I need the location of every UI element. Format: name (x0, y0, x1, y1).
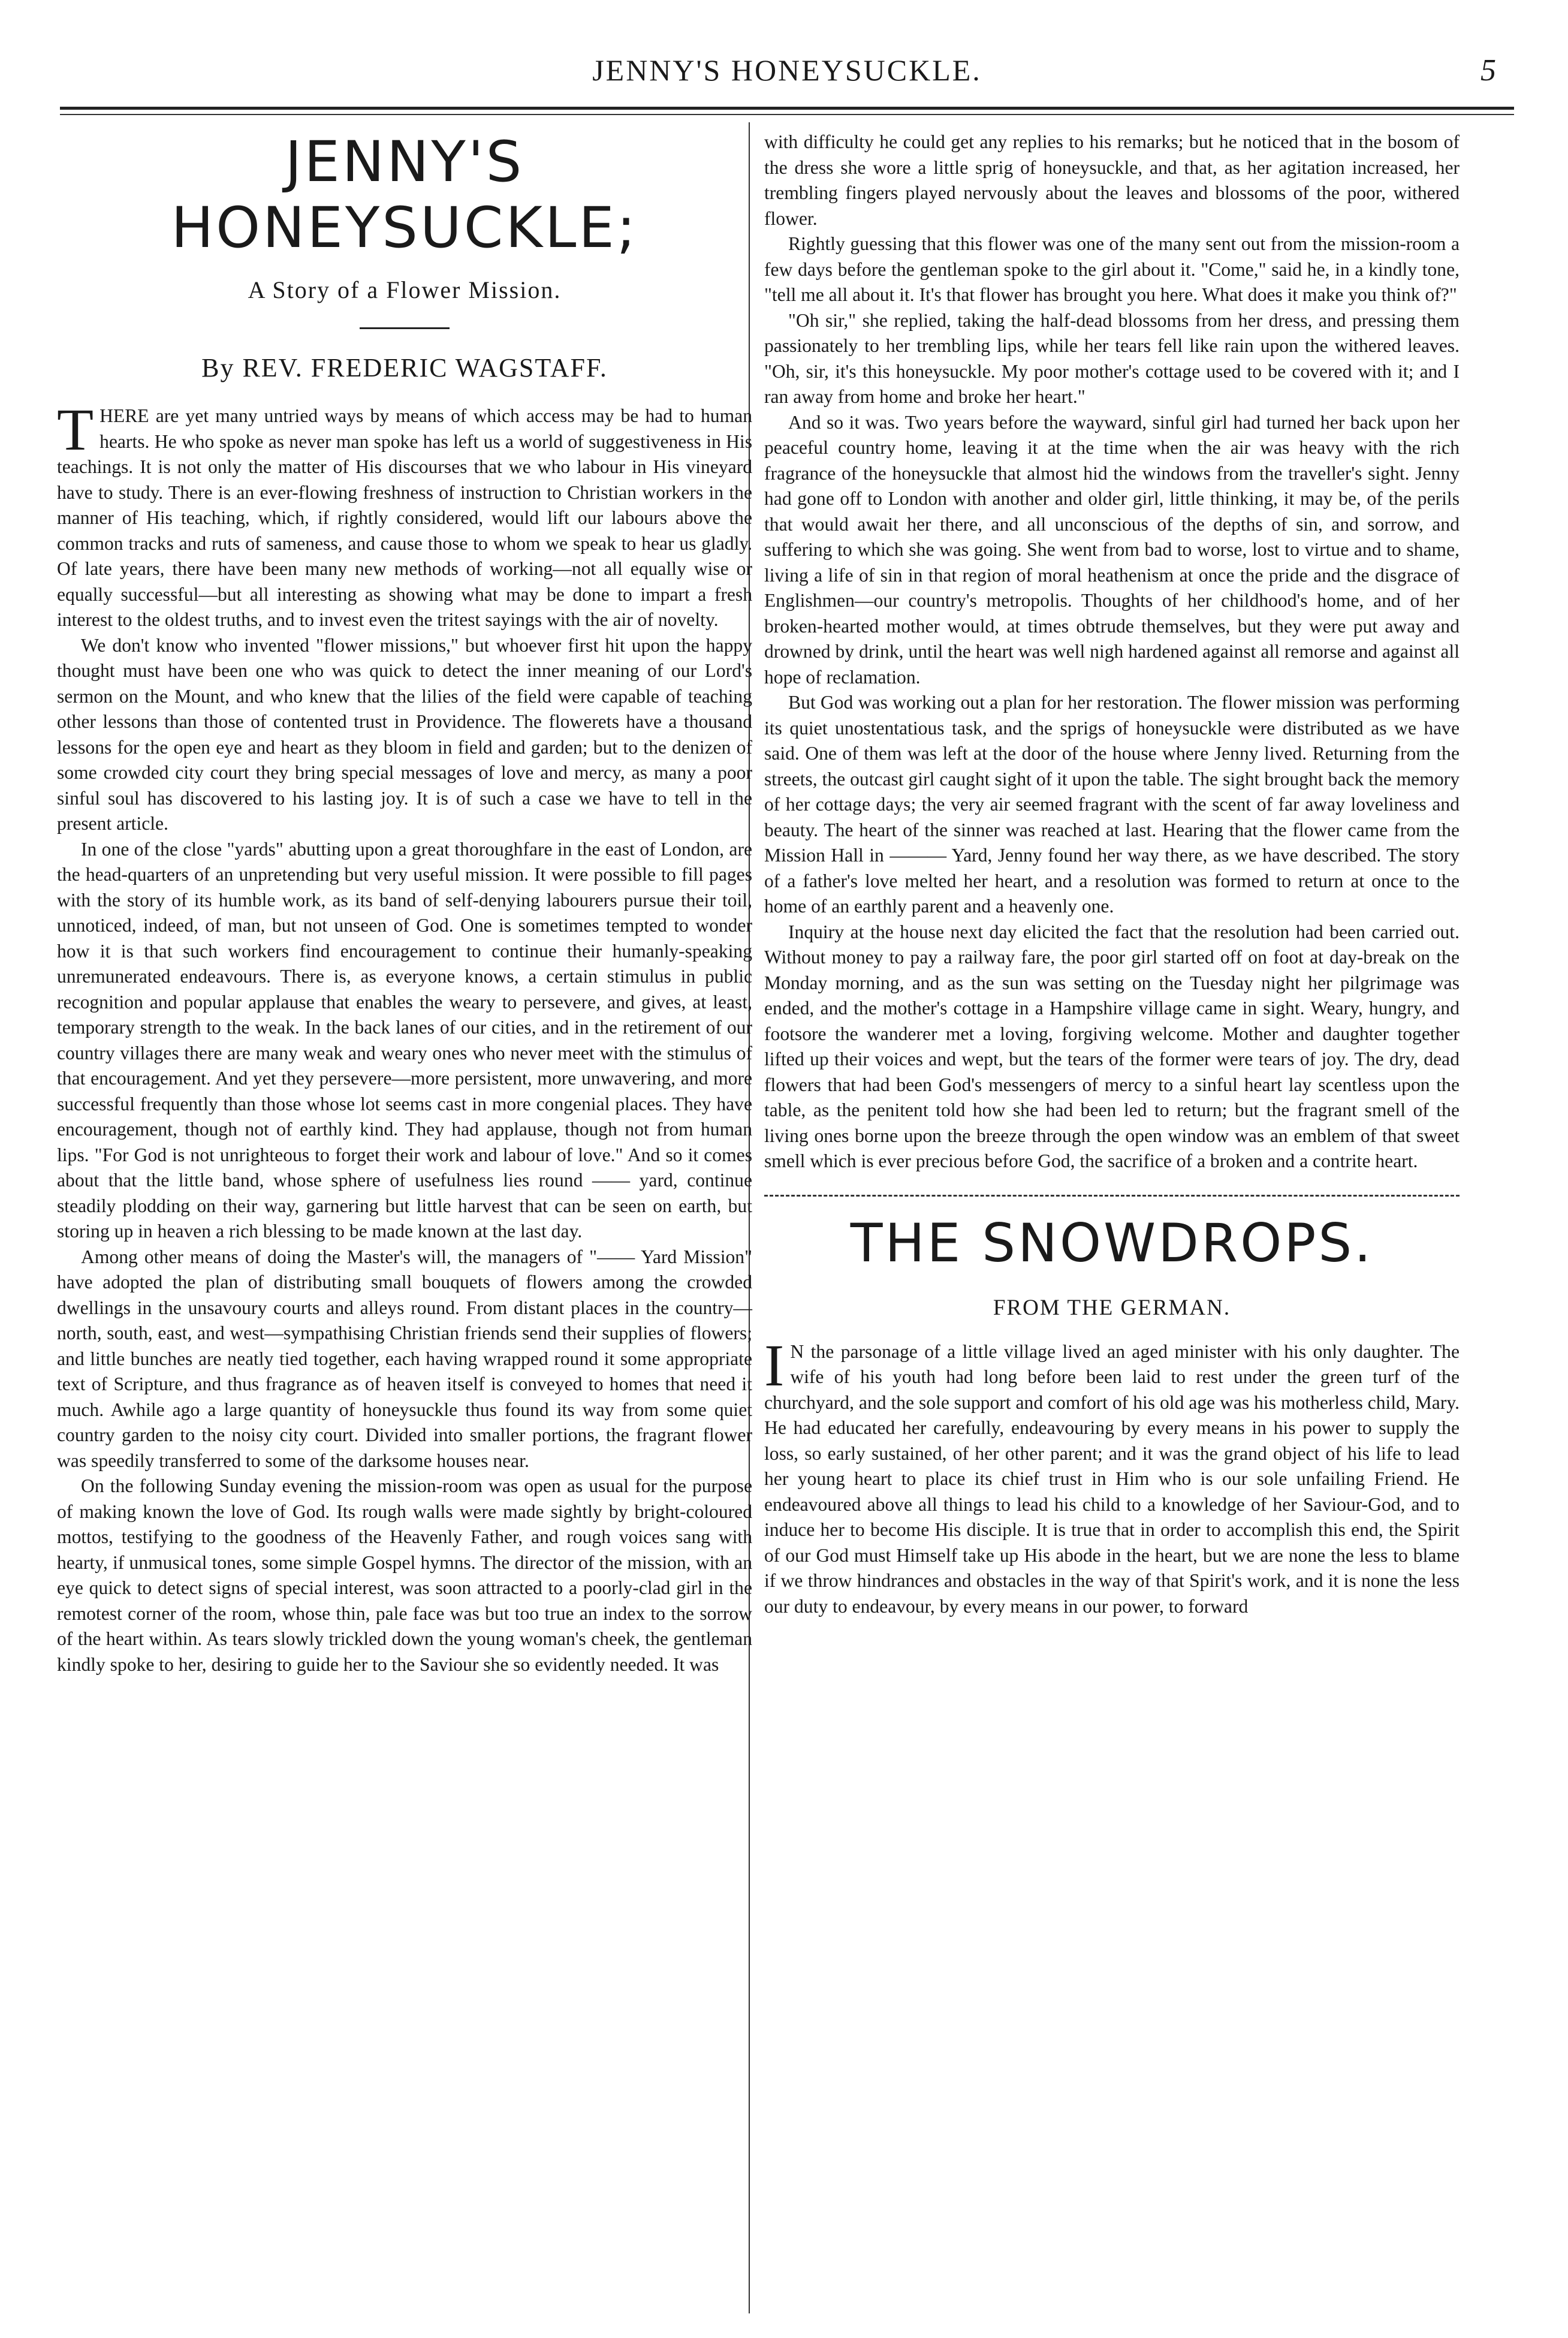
paragraph-6: with difficulty he could get any replies to his remarks; but he noticed that in the bosom of the dress she wore a little sprig of honeysuckle, and that, as her agitation increased, her trembling fingers played nervously about the leaves and blossoms of the poor, withered flower. (764, 131, 1460, 229)
header-rule-thin (60, 114, 1514, 115)
header-rule-thick (60, 107, 1514, 110)
second-article-subtitle: FROM THE GERMAN. (993, 1295, 1231, 1320)
paragraph-2: We don't know who invented "flower missions," but whoever first hit upon the happy thought must have been one who was quick to detect the inner meaning of our Lord's sermon on the Mount, and who knew that the lilies of the field were capable of teaching other lessons than those of contented trust in Providence. The flowerets have a thousand lessons for the open eye and heart as they bloom in field and garden; but to the denizen of some crowded city court they bring special messages of love and mercy, as many a poor sinful soul has discovered to his lasting joy. It is of such a case we have to tell in the present article. (57, 634, 752, 834)
paragraph-1 (57, 396, 752, 633)
paragraph-3: In one of the close "yards" abutting upon a great thoroughfare in the east of London, are the head-quarters of an unpretending but very useful mission. It were possible to fill pages with the story of its humble work, as its band of self-denying labourers pursue their toil, unnoticed, indeed, of man, but not unseen of God. One is sometimes tempted to wonder how it is that such workers find encouragement to continue their humanly-speaking unremunerated endeavours. There is, as everyone knows, a certain stimulus in public recognition and popular applause that enables the weary to persevere, and gives, at least, temporary strength to the weak. In the back lanes of our cities, and in the retirement of our country villages there are many weak and weary ones who never meet with the stimulus of that encouragement. And yet they persevere—more persistent, more unwavering, and more successful frequently than those whose lot seems cast in more congenial places. They have encouragement, though not of earthly kind. They had applause, though not from human lips. "For God is not unrighteous to forget their work and labour of love." And so it comes about that the little band, whose sphere of usefulness lies round —— yard, continue steadily plodding on their way, garnering but little harvest that can be seen on earth, but storing up in heaven a rich blessing to be made known at the last day. (57, 838, 752, 1242)
paragraph-9: And so it was. Two years before the wayward, sinful girl had turned her back upon her peaceful country home, leaving it at the time when the air was heavy with the rich fragrance of the honeysuckle that almost hid the windows from the traveller's sight. Jenny had gone off to London with another and older girl, little thinking, it may be, of the perils that would await her there, and all unconscious of the depths of sin, and sorrow, and suffering to which she was going. She went from bad to worse, lost to virtue and to shame, living a life of sin in that region of moral heathenism at once the pride and the disgrace of Englishmen—our country's metropolis. Thoughts of her childhood's home, and of her broken-hearted mother would, at times obtrude themselves, but they were put away and drowned by drink, until the heart was well nigh hardened against all remorse and against all hope of reclamation. (764, 411, 1460, 688)
paragraph-10: But God was working out a plan for her restoration. The flower mission was performing its quiet unostentatious task, and the sprigs of honeysuckle were distributed as we have said. One of them was left at the door of the house where Jenny lived. Returning from the streets, the outcast girl caught sight of it upon the table. The sight brought back the memory of her cottage days; the very air seemed fragrant with the scent of far away loveliness and beauty. The heart of the sinner was reached at last. Hearing that the flower came from the Mission Hall in ——— Yard, Jenny found her way there, as we have described. The story of a father's love melted her heart, and a resolution was formed to return at once to the home of an earthly parent and a heavenly one. (764, 692, 1460, 917)
paragraph-4: Among other means of doing the Master's will, the managers of "—— Yard Mission" have adopted the plan of distributing small bouquets of flowers among the crowded dwellings in the unsavoury courts and alleys round. From distant places in the country—north, south, east, and west—sympathising Christian friends send their supplies of flowers; and little bunches are neatly tied together, each having wrapped round it some appropriate text of Scripture, and thus fragrance as of heaven itself is conveyed to homes that need it much. Awhile ago a large quantity of honeysuckle thus found its way from some quiet country garden to the noisy city court. Divided into smaller portions, the fragrant flower was speedily transferred to some of the darksome houses near. (57, 1246, 752, 1471)
paragraph-5: On the following Sunday evening the mission-room was open as usual for the purpose of making known the love of God. Its rough walls were made sightly by bright-coloured mottos, testifying to the goodness of the Heavenly Father, and rough voices sang with hearty, if unmusical tones, some simple Gospel hymns. The director of the mission, with an eye quick to detect signs of special interest, was soon attracted to a poorly-clad girl in the remotest corner of the room, whose thin, pale face was but too true an index to the sorrow of the heart within. As tears slowly trickled down the young woman's cheek, the gentleman kindly spoke to her, desiring to guide her to the Saviour she so evidently needed. It was (57, 1475, 752, 1675)
article-subtitle: A Story of a Flower Mission. (248, 276, 562, 303)
left-column (57, 126, 752, 1677)
page-number: 5 (1480, 53, 1496, 88)
paragraph-11: Inquiry at the house next day elicited the fact that the resolution had been carried out. Without money to pay a railway fare, the poor girl started off on foot at day-break on the Monday morning, and as the sun was setting on the Tuesday night her pilgrimage was ended, and the mother's cottage in a Hampshire village came in sight. Weary, hungry, and footsore the wanderer met a loving, forgiving welcome. Mother and daughter together lifted up their voices and wept, but the tears of the former were tears of joy. The dry, dead flowers that had been God's messengers of mercy to a sinful heart lay scentless upon the table, as the penitent told how she had been led to return; but the fragrant smell of the living ones borne upon the breeze through the open window was an emblem of that sweet smell which is ever precious before God, the sacrifice of a broken and a contrite heart. (764, 921, 1460, 1171)
second-article-paragraph-1-text: N the parsonage of a little village lived an aged minister with his only daughter. The wife of his youth had long before been laid to rest under the green turf of the churchyard, and the sole support and comfort of his old age was his motherless child, Mary. He had educated her carefully, endeavouring by every means in his power to supply the loss, so early sustained, of her other parent; and it was the grand object of his life to lead her young heart to place its chief trust in Him who is our sole unfailing Friend. He endeavoured above all things to lead his child to a knowledge of her Saviour-God, and to induce her to become His disciple. It is true that in order to accomplish this end, the Spirit of our God must Himself take up His abode in the heart, but we are none the less to blame if we throw hindrances and obstacles in the way of that Spirit's work, and it is none the less our duty to endeavour, by every means in our power, to forward (764, 1340, 1460, 1617)
paragraph-1-text: HERE are yet many untried ways by means of which access may be had to human hearts. He who spoke as never man spoke has left us a world of suggestiveness in His teachings. It is not only the matter of His discourses that we who labour in His vineyard have to study. There is an ever-flowing freshness of instruction to Christian workers in the manner of His teaching, which, if rightly considered, would lift our labours above the common tracks and ruts of sameness, and cause those to whom we speak to hear us gladly. Of late years, there have been many new methods of working—not all equally wise or equally successful—but all interesting as showing what may be done to impart a fresh interest to the oldest truths, and to invest even the tritest sayings with the air of novelty. (57, 405, 752, 630)
running-head (60, 53, 1514, 100)
drop-cap-2: I (764, 1331, 785, 1399)
title-rule (360, 327, 450, 329)
paragraph-8: "Oh sir," she replied, taking the half-dead blossoms from her dress, and pressing them passionately to her trembling lips, while her tears fell like rain upon the withered leaves. "Oh, sir, it's this honeysuckle. My poor mother's cottage used to be covered with it; and I ran away from home and broke her heart." (764, 309, 1460, 407)
byline: By REV. FREDERIC WAGSTAFF. (201, 353, 608, 382)
right-column (764, 129, 1460, 1619)
second-article-paragraph-1 (764, 1331, 1460, 1620)
second-article-title: THE SNOWDROPS. (850, 1212, 1374, 1274)
article-title: JENNY'S HONEYSUCKLE; (171, 129, 638, 261)
drop-cap: T (57, 396, 94, 463)
paragraph-7: Rightly guessing that this flower was one of the many sent out from the mission-room a few days before the gentleman spoke to the girl about it. "Come," said he, in a kindly tone, "tell me all about it. It's that flower has brought you here. What does it make you think of?" (764, 233, 1460, 305)
running-title: JENNY'S HONEYSUCKLE. (592, 53, 982, 87)
section-divider (764, 1195, 1460, 1197)
